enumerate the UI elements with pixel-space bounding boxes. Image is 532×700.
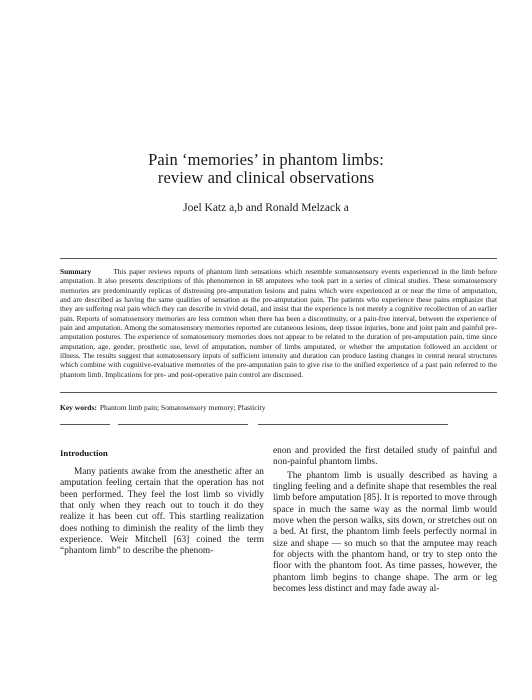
footnote-rule-2 (118, 424, 248, 425)
keywords-label: Key words: (60, 403, 97, 412)
section-heading-introduction: Introduction (60, 448, 108, 458)
left-paragraph-1: Many patients awake from the anesthetic after an amputation feeling certain that the operation has not been performed. They feel the lost limb so vividly that only when they reach out to touch it do they realize it has been cut off. This startling realization does nothing to diminish the reality of the limb they experience. Weir Mitchell [63] coined the term “phantom limb” to describe the phenom- (60, 467, 264, 557)
summary-bottom-rule (60, 392, 497, 393)
article-title-line-1: Pain ‘memories’ in phantom limbs: (148, 150, 384, 169)
keywords-line (60, 403, 497, 413)
summary-label: Summary (60, 267, 92, 276)
left-column (60, 467, 264, 558)
footnote-rule-3 (258, 424, 448, 425)
right-paragraph-1: enon and provided the first detailed study of painful and non-painful phantom limbs. (273, 446, 497, 468)
right-column (273, 446, 497, 595)
right-paragraph-2: The phantom limb is usually described as having a tingling feeling and a definite shape that resembles the real limb before amputation [85]. It is reported to move through space in much the same way as the normal limb would move when the person walks, sits down, or stretches out on a bed. At first, the phantom limb feels perfectly normal in size and shape — so much so that the amputee may reach for objects with the phantom hand, or try to step onto the floor with the phantom foot. As time passes, however, the phantom limb begins to change shape. The arm or leg becomes less distinct and may fade away al- (273, 470, 497, 595)
footnote-rule-1 (60, 424, 110, 425)
keywords-text: Phantom limb pain; Somatosensory memory; Plasticity (99, 403, 266, 412)
summary-abstract (60, 267, 497, 379)
summary-text: This paper reviews reports of phantom limb sensations which resemble somatosensory events experienced in the limb before amputation. It also presents descriptions of this phenomenon in 68 amputees who took part in a series of clinical studies. These somatosensory memories are predominantly replicas of distressing pre-amputation lesions and pains which were experienced at or near the time of amputation, and are described as having the same qualities of sensation as the pre-amputation pain. The patients who experience these pains emphasize that they are suffering real pain which they can describe in vivid detail, and insist that the experience is not merely a cognitive recollection of an earlier pain. Reports of somatosensory memories are less common when there has been a discontinuity, or a pain-free interval, between the experience of pain and amputation. Among the somatosensory memories reported are cutaneous lesions, deep tissue injuries, bone and joint pain and painful pre-amputation postures. The experience of somatosensory memories does not appear to be related to the duration of pre-amputation pain, time since amputation, age, gender, prosthetic use, level of amputation, number of limbs amputated, or whether the amputation followed an accident or illness. The results suggest that somatosensory inputs of sufficient intensity and duration can produce lasting changes in central neural structures which combine with cognitive-evaluative memories of the pre-amputation pain to give rise to the unified experience of a past pain referred to the phantom limb. Implications for pre- and post-operative pain control are discussed. (60, 267, 497, 379)
summary-top-rule (60, 258, 497, 259)
author-list: Joel Katz a,b and Ronald Melzack a (183, 202, 349, 214)
article-title-line-2: review and clinical observations (157, 168, 375, 187)
